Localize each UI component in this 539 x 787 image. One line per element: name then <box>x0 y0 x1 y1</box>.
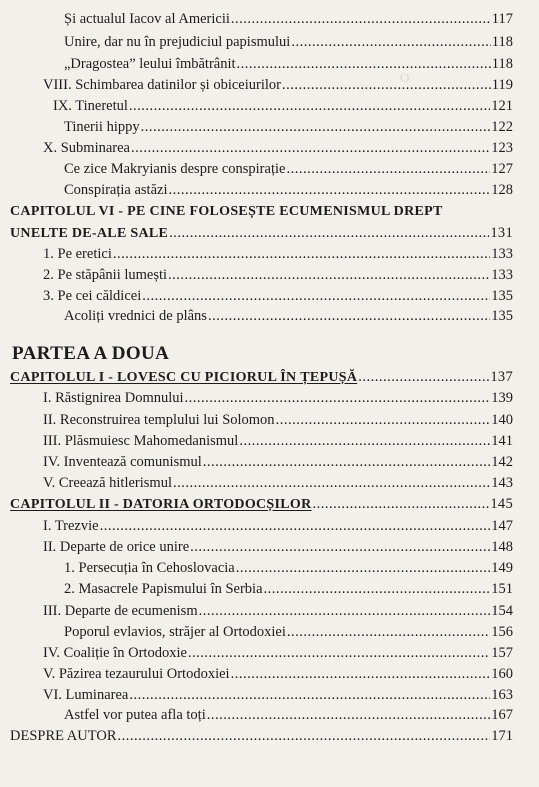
toc-entry-label: IV. Inventează comunismul <box>43 454 202 470</box>
toc-entry-page: 135 <box>491 288 513 304</box>
toc-entry[interactable] <box>64 160 513 178</box>
dot-leader <box>287 623 490 641</box>
toc-entry-page: 140 <box>491 412 513 428</box>
chapter-page: 131 <box>490 225 513 241</box>
toc-entry-label: III. Departe de ecumenism <box>43 603 198 619</box>
toc-entry-page: 157 <box>491 645 513 661</box>
toc-entry-label: VI. Luminarea <box>43 687 129 703</box>
dot-leader <box>185 389 491 407</box>
dot-leader <box>129 686 490 704</box>
toc-entry-page: 154 <box>491 603 513 619</box>
toc-entry[interactable] <box>43 644 513 662</box>
toc-entry-label: I. Răstignirea Domnului <box>43 390 184 406</box>
dot-leader <box>190 538 490 556</box>
dot-leader <box>231 665 491 683</box>
toc-entry-label: Conspirația astăzi <box>64 182 168 198</box>
toc-entry[interactable] <box>43 266 513 284</box>
toc-entry[interactable] <box>43 287 513 305</box>
dot-leader <box>142 287 490 305</box>
toc-entry-label: Unire, dar nu în prejudiciul papismului <box>64 34 291 50</box>
toc-entry[interactable] <box>43 517 513 535</box>
dot-leader <box>113 245 490 263</box>
toc-entry-page: 141 <box>491 433 513 449</box>
chapter-title-line1: CAPITOLUL VI - PE CINE FOLOSEȘTE ECUMENISMUL DREPT <box>10 204 443 219</box>
toc-entry-page: 122 <box>491 119 513 135</box>
toc-entry-page: 118 <box>491 34 513 50</box>
part-heading: PARTEA A DOUA <box>12 343 170 364</box>
dot-leader <box>236 559 491 577</box>
toc-entry-label: 3. Pe cei căldicei <box>43 288 142 304</box>
toc-entry-page: 139 <box>491 390 513 406</box>
toc-entry-label: V. Păzirea tezaurului Ortodoxiei <box>43 666 230 682</box>
toc-entry-label: Poporul evlavios, străjer al Ortodoxiei <box>64 624 286 640</box>
toc-entry[interactable] <box>64 33 513 51</box>
toc-entry[interactable] <box>43 76 513 94</box>
toc-entry-page: 163 <box>491 687 513 703</box>
toc-entry-label: IV. Coaliție în Ortodoxie <box>43 645 187 661</box>
chapter-page: 137 <box>490 369 513 385</box>
toc-entry[interactable] <box>64 307 513 325</box>
toc-entry-label: 2. Masacrele Papismului în Serbia <box>64 581 263 597</box>
toc-entry-label: „Dragostea” leului îmbătrânit <box>64 56 236 72</box>
toc-entry[interactable] <box>64 580 513 598</box>
toc-entry-label: 1. Pe eretici <box>43 246 112 262</box>
toc-entry[interactable] <box>64 118 513 136</box>
dot-leader <box>239 432 490 450</box>
toc-entry-label: II. Reconstruirea templului lui Solomon <box>43 412 275 428</box>
chapter-heading[interactable] <box>10 224 513 243</box>
toc-entry-page: 135 <box>491 308 513 324</box>
dot-leader <box>173 474 490 492</box>
dot-leader <box>168 181 490 199</box>
dot-leader <box>207 706 491 724</box>
toc-entry-label: Acoliți vrednici de plâns <box>64 308 207 324</box>
dot-leader <box>188 644 490 662</box>
dot-leader <box>237 55 491 73</box>
toc-entry-label: VIII. Schimbarea datinilor și obiceiurilor <box>43 77 281 93</box>
toc-entry[interactable] <box>43 665 513 683</box>
toc-entry-page: 143 <box>491 475 513 491</box>
toc-entry-label: Tinerii hippy <box>64 119 140 135</box>
toc-entry-label: IX. Tineretul <box>53 98 128 114</box>
toc-entry-page: 119 <box>491 77 513 93</box>
toc-entry-page: 133 <box>491 246 513 262</box>
toc-entry-page: 133 <box>491 267 513 283</box>
chapter-title: CAPITOLUL II - DATORIA ORTODOCȘILOR <box>10 497 312 512</box>
toc-entry-label: X. Subminarea <box>43 140 130 156</box>
dot-leader <box>168 266 490 284</box>
dot-leader <box>203 453 490 471</box>
dot-leader <box>291 33 490 51</box>
toc-entry-page: 117 <box>491 11 513 27</box>
dot-leader <box>358 368 489 386</box>
toc-entry[interactable] <box>10 727 513 745</box>
bleed-through-text: O <box>400 70 410 85</box>
toc-entry-label: II. Departe de orice unire <box>43 539 190 555</box>
toc-entry[interactable] <box>43 602 513 620</box>
toc-entry[interactable] <box>64 623 513 641</box>
toc-entry-label: 2. Pe stăpânii lumești <box>43 267 168 283</box>
toc-entry-page: 147 <box>491 518 513 534</box>
dot-leader <box>282 76 491 94</box>
toc-entry[interactable] <box>64 181 513 199</box>
toc-entry-page: 149 <box>491 560 513 576</box>
toc-entry-label: Astfel vor putea afla toți <box>64 707 206 723</box>
toc-entry-page: 142 <box>491 454 513 470</box>
toc-entry-page: 118 <box>491 56 513 72</box>
dot-leader <box>169 224 489 242</box>
toc-entry[interactable] <box>43 686 513 704</box>
chapter-heading[interactable] <box>10 368 513 387</box>
toc-entry-page: 167 <box>491 707 513 723</box>
toc-entry-page: 171 <box>491 728 513 744</box>
chapter-heading[interactable] <box>10 203 443 221</box>
dot-leader <box>199 602 491 620</box>
dot-leader <box>276 411 491 429</box>
dot-leader <box>129 97 490 115</box>
dot-leader <box>313 495 490 513</box>
toc-entry-page: 121 <box>491 98 513 114</box>
chapter-title: CAPITOLUL I - LOVESC CU PICIORUL ÎN ȚEPUȘĂ <box>10 370 358 385</box>
toc-entry[interactable] <box>64 55 513 73</box>
toc-entry-label: V. Creează hitlerismul <box>43 475 172 491</box>
toc-entry-page: 156 <box>491 624 513 640</box>
toc-entry-page: 160 <box>491 666 513 682</box>
toc-entry-label: 1. Persecuția în Cehoslovacia <box>64 560 235 576</box>
toc-entry-page: 148 <box>491 539 513 555</box>
toc-entry[interactable] <box>43 139 513 157</box>
dot-leader <box>131 139 490 157</box>
dot-leader <box>118 727 491 745</box>
toc-entry[interactable] <box>43 411 513 429</box>
toc-entry[interactable] <box>64 559 513 577</box>
toc-entry[interactable] <box>43 389 513 407</box>
toc-entry-page: 127 <box>491 161 513 177</box>
chapter-title-line2: UNELTE DE-ALE SALE <box>10 226 169 241</box>
dot-leader <box>100 517 491 535</box>
toc-entry-label: Ce zice Makryianis despre conspirație <box>64 161 286 177</box>
toc-entry[interactable] <box>43 245 513 263</box>
toc-entry[interactable] <box>64 706 513 724</box>
toc-entry[interactable] <box>43 432 513 450</box>
dot-leader <box>264 580 491 598</box>
dot-leader <box>208 307 490 325</box>
toc-entry-label: III. Plăsmuiesc Mahomedanismul <box>43 433 239 449</box>
toc-entry[interactable] <box>43 474 513 492</box>
toc-entry[interactable] <box>64 10 513 28</box>
toc-entry[interactable] <box>43 538 513 556</box>
chapter-heading[interactable] <box>10 495 513 514</box>
toc-entry-label: I. Trezvie <box>43 518 99 534</box>
toc-entry-page: 128 <box>491 182 513 198</box>
toc-entry[interactable] <box>53 97 513 115</box>
toc-entry-page: 123 <box>491 140 513 156</box>
toc-entry[interactable] <box>43 453 513 471</box>
dot-leader <box>141 118 491 136</box>
dot-leader <box>231 10 491 28</box>
dot-leader <box>286 160 490 178</box>
toc-entry-label: Și actualul Iacov al Americii <box>64 11 230 27</box>
chapter-page: 145 <box>490 496 513 512</box>
toc-entry-label: DESPRE AUTOR <box>10 728 117 744</box>
toc-entry-page: 151 <box>491 581 513 597</box>
